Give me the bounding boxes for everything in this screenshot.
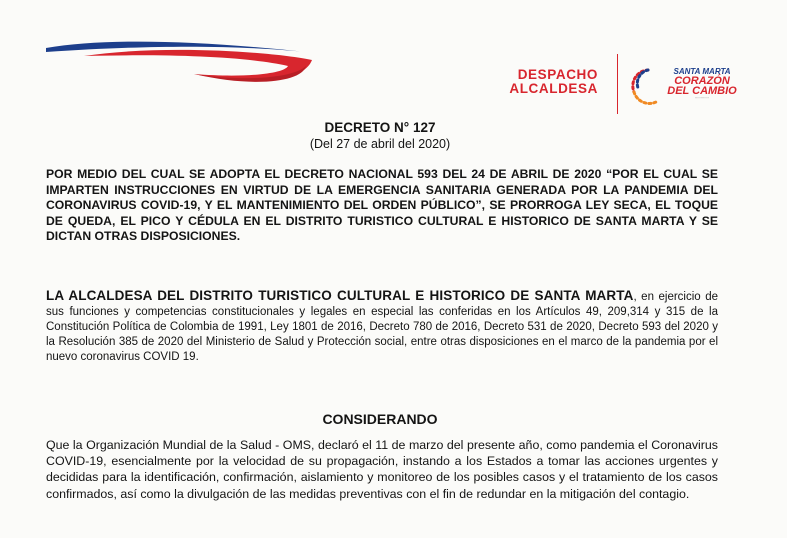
preamble-lead: LA ALCALDESA DEL DISTRITO TURISTICO CULTURAL E HISTORICO DE SANTA MARTA [46, 288, 634, 303]
brand-line-1: DESPACHO [517, 67, 598, 82]
brand-line-2: ALCALDESA [509, 81, 598, 96]
seal-line-1: CORAZÓN [674, 75, 730, 87]
body-paragraph: Que la Organización Mundial de la Salud - OMS, declaró el 11 de marzo del presente año, como pandemia el Coronavirus COVID-19, esencialmente por la velocidad de su propagación, instando a los Estados a tomar las acciones urgentes y decididas para la identificación, confirmación, aislamiento y monitoreo de los posibles casos y el tratamiento de los casos confirmados, así como la divulgación de las medidas preventivas con el fin de redundar en la mitigación del contagio. [46, 438, 718, 501]
seal-city: SANTA MARTA [673, 67, 731, 76]
section-heading: CONSIDERANDO [322, 411, 438, 427]
preamble-text: , en ejercicio de sus funciones y competencias constitucionales y legales en especial las conferidas en los Artículos 49, 209,314 y 315 de la Constitución Política de Colombia de 1991, Ley 1801 de 2016, Decreto 780 de 2016, Decreto 531 de 2020, Decreto 593 del 2020 y la Resolución 385 de 2020 del Ministerio de Salud y Protección social, entre otras disposiciones en el marco de la pandemia por el nuevo coronavirus COVID 19. [46, 291, 719, 363]
seal-line-2: DEL CAMBIO [667, 85, 737, 97]
preamble [46, 288, 718, 365]
brand-divider [617, 54, 618, 114]
slogan-seal [660, 67, 744, 101]
decree-date: (Del 27 de abril del 2020) [309, 137, 451, 151]
dispatch-brand [488, 68, 598, 96]
decree-subject: POR MEDIO DEL CUAL SE ADOPTA EL DECRETO NACIONAL 593 DEL 24 DE ABRIL DE 2020 “POR EL CUAL SE IMPARTEN INSTRUCCIONES EN VIRTUD DE LA EMERGENCIA SANITARIA GENERADA POR LA PANDEMIA DEL CORONAVIRUS COVID-19, Y EL MANTENIMIENTO DEL ORDEN PÚBLICO”, SE PRORROGA LEY SECA, EL TOQUE DE QUEDA, EL PICO Y CÉDULA EN EL DISTRITO TURISTICO CULTURAL E HISTORICO DE SANTA MARTA Y SE DICTAN OTRAS DISPOSICIONES. [46, 167, 718, 244]
letterhead-swoosh-logo [44, 38, 324, 88]
decree-number: DECRETO N° 127 [324, 120, 436, 135]
seal-footnote: ············ [695, 96, 709, 100]
